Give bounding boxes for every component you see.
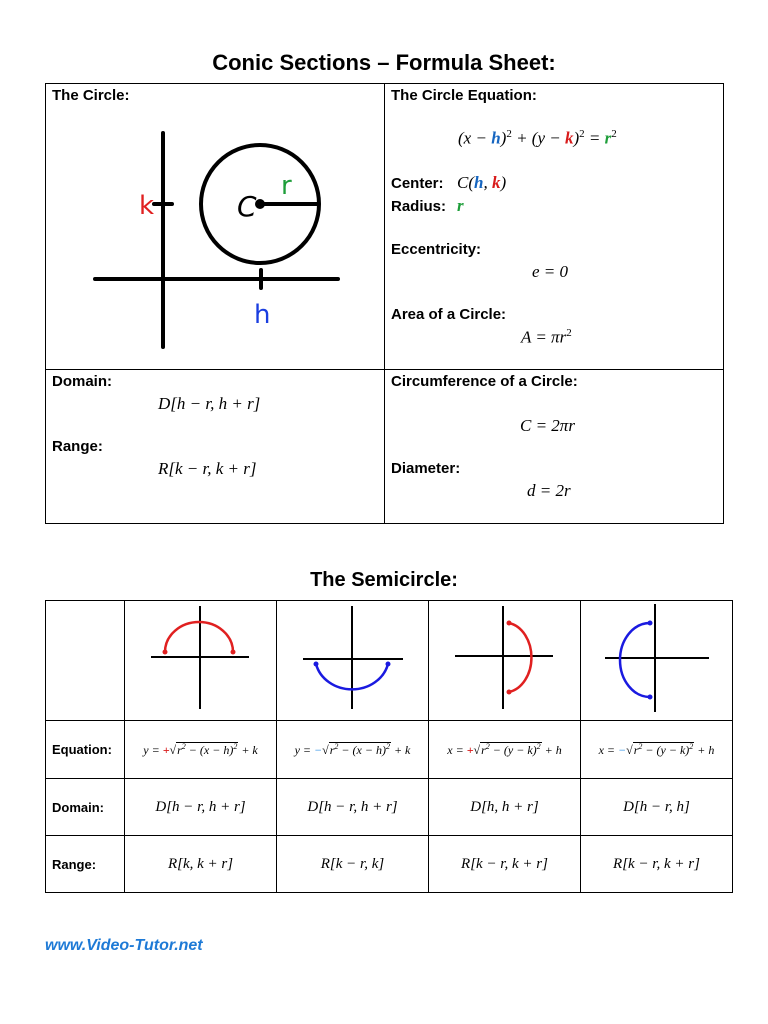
equation-row-label: Equation: xyxy=(46,721,125,779)
area-label: Area of a Circle: xyxy=(391,306,507,323)
graph-cell xyxy=(429,601,581,721)
radius-value: r xyxy=(457,196,464,215)
c-label: C xyxy=(237,190,257,223)
r-label: r xyxy=(281,171,292,201)
domain-label: Domain: xyxy=(52,373,112,390)
equation-cell: $x = -√r^2 - (y - k)^2 + h$ xyxy=(581,721,733,779)
radius-label: Radius: xyxy=(391,198,447,215)
range-cell: R[k, k + r] xyxy=(125,836,277,893)
domain-row-label: Domain: xyxy=(46,779,125,836)
equation-cell: $y = +√r^2 - (x - h)^2 + k$ xyxy=(125,721,277,779)
lower-semicircle-graph xyxy=(277,601,428,715)
domain-value: D[h − r, h + r] xyxy=(158,394,261,413)
footer-link[interactable]: www.Video-Tutor.net xyxy=(45,937,203,954)
graph-cell xyxy=(581,601,733,721)
range-cell: R[k − r, k + r] xyxy=(581,836,733,893)
range-label: Range: xyxy=(52,438,103,455)
eccentricity-label: Eccentricity: xyxy=(391,241,482,258)
range-value: R[k − r, k + r] xyxy=(158,459,257,478)
page-title: Conic Sections – Formula Sheet: xyxy=(212,50,556,75)
circle-diagram xyxy=(45,83,384,369)
range-cell: R[k − r, k] xyxy=(277,836,429,893)
right-semicircle-graph xyxy=(429,601,580,715)
circle-equation-label: The Circle Equation: xyxy=(391,87,537,104)
blank-cell xyxy=(46,601,125,721)
circle-equation: $(x - h)^2 + (y - k)^2 = r^2$ xyxy=(458,128,617,148)
left-semicircle-graph xyxy=(581,601,732,715)
domain-cell: D[h − r, h + r] xyxy=(277,779,429,836)
h-label: h xyxy=(254,300,271,330)
range-row-label: Range: xyxy=(46,836,125,893)
range-cell: R[k − r, k + r] xyxy=(429,836,581,893)
diameter-label: Diameter: xyxy=(391,460,461,477)
domain-cell: D[h − r, h] xyxy=(581,779,733,836)
area-value: $A = \pi r^2$ xyxy=(521,327,572,347)
equation-cell: $x = +√r^2 - (y - k)^2 + h$ xyxy=(429,721,581,779)
semicircle-table xyxy=(45,600,733,893)
equation-cell: $y = -√r^2 - (x - h)^2 + k$ xyxy=(277,721,429,779)
circumference-label: Circumference of a Circle: xyxy=(391,373,578,390)
center-label: Center: xyxy=(391,175,444,192)
domain-cell: D[h, h + r] xyxy=(429,779,581,836)
graph-cell xyxy=(125,601,277,721)
k-label: k xyxy=(139,191,155,221)
diameter-value: d = 2r xyxy=(527,481,571,500)
domain-cell: D[h − r, h + r] xyxy=(125,779,277,836)
circle-label: The Circle: xyxy=(52,87,130,104)
semicircle-title: The Semicircle: xyxy=(310,569,458,591)
upper-semicircle-graph xyxy=(125,601,276,715)
circumference-value: C = 2πr xyxy=(520,416,575,435)
center-value: C(h, k) xyxy=(457,173,507,192)
eccentricity-value: e = 0 xyxy=(532,262,569,281)
graph-cell xyxy=(277,601,429,721)
